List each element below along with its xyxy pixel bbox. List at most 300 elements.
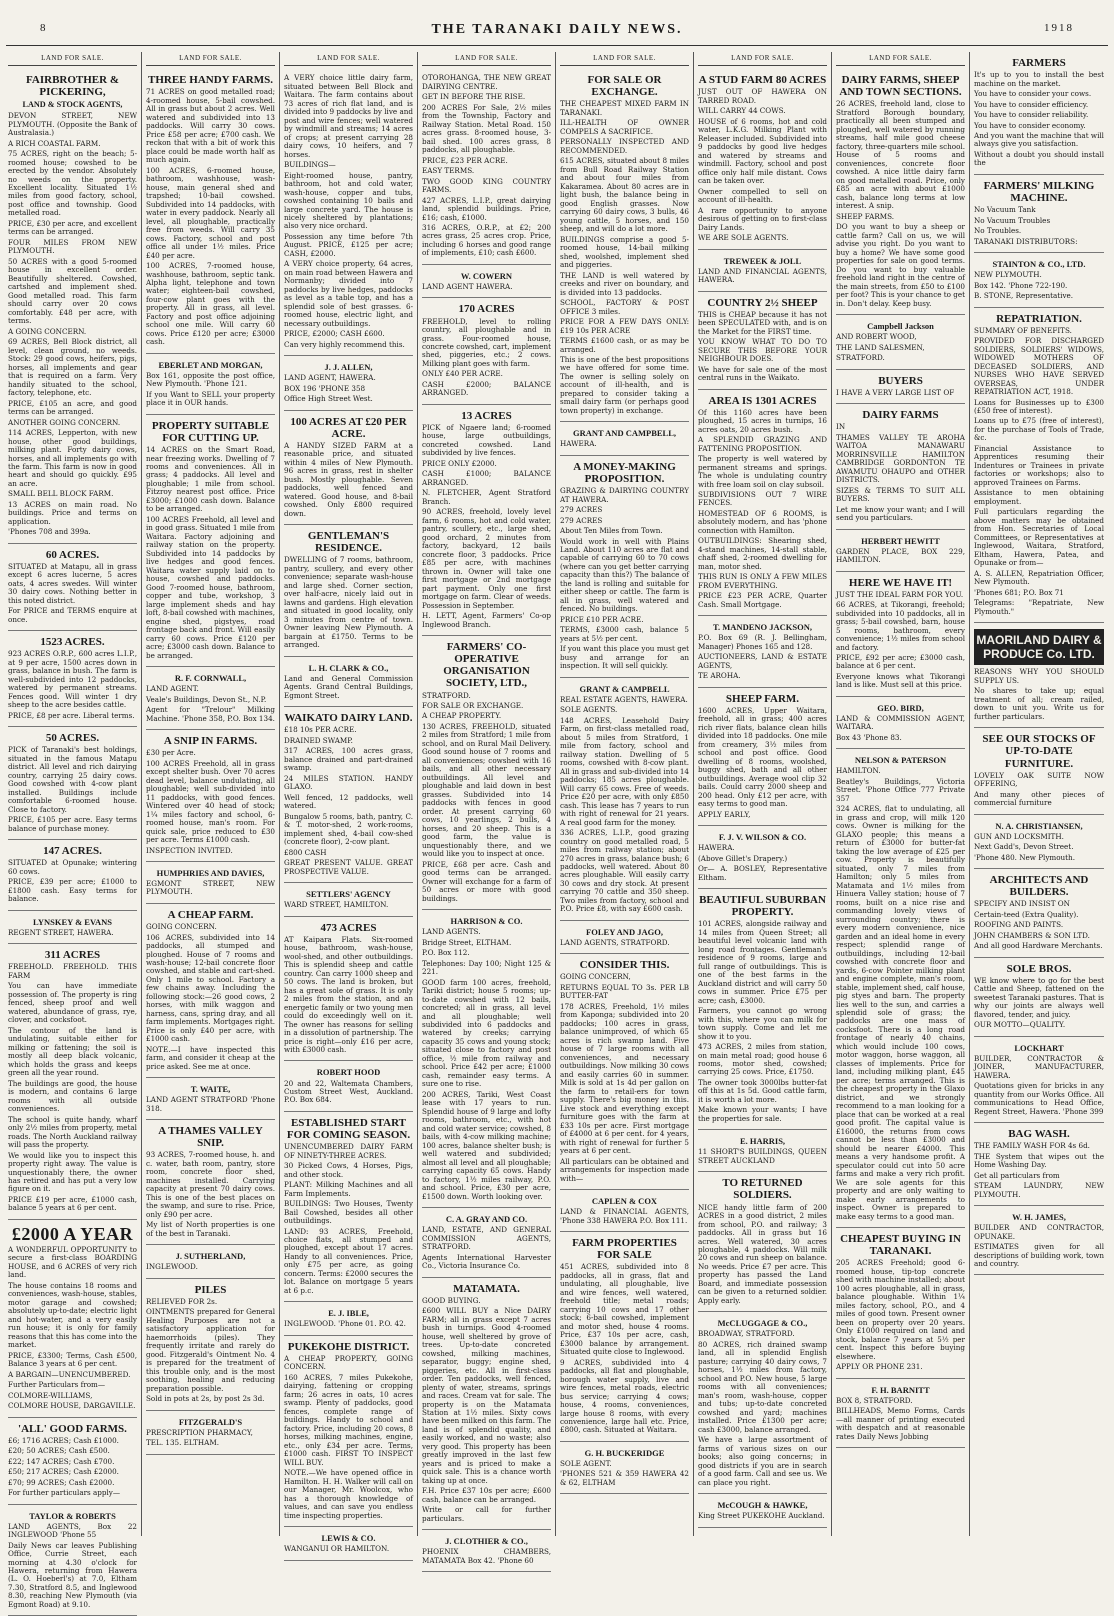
ad-agent-name: T. WAITE,: [190, 1084, 231, 1095]
ad-paragraph: TERMS £1600 cash, or as may be arranged.: [560, 336, 689, 354]
column-5: [556, 52, 694, 1536]
advertisement: [974, 869, 1104, 958]
ad-paragraph: PERSONALLY INSPECTED AND RECOMMENDED.: [560, 137, 689, 155]
advertisement: [284, 917, 413, 1062]
ad-paragraph: We have a large assortment of farms of various sizes on our books; also going concerns; in good districts if you are in search of a good farm. Call and see us. We can place you right.: [698, 1435, 827, 1487]
ad-paragraph: The school is quite handy, wharf only 2½ miles from property, metal roads. The North Auckland railway will pass the property.: [8, 1114, 137, 1150]
ad-paragraph: PRICE, £30 per acre, and excellent terms can be arranged.: [8, 218, 137, 237]
advertisement: [560, 422, 689, 456]
ad-paragraph: Land and General Commission Agents. Grand Central Buildings, Egmont Street.: [284, 673, 413, 700]
advertisement: [422, 910, 551, 1208]
ad-paragraph: PRICE, £39 per acre; £1000 to £1800 cash. Easy terms for balance.: [8, 877, 137, 904]
ad-paragraph: BUILDINGS: Two Houses, Twenty Bail Cowshed, besides all other outbuildings.: [284, 1199, 413, 1226]
ad-paragraph: OTOROHANGA, THE NEW GREAT DAIRYING CENTRE.: [422, 73, 551, 91]
advertisement: [422, 636, 551, 910]
ad-title: THREE HANDY FARMS.: [148, 74, 273, 87]
ad-agent-name: STAINTON & CO., LTD.: [992, 259, 1086, 270]
ad-agent-name: NELSON & PATERSON: [854, 755, 947, 766]
ad-agent-name: CAPLEN & COX: [591, 1196, 658, 1207]
ad-paragraph: INGLEWOOD. 'Phone 01. P.O. 42.: [284, 1319, 406, 1329]
advertisement: [422, 405, 551, 636]
ad-paragraph: 324 ACRES, flat to undulating, all in grass and crop, will milk 120 cows. Owner is milking for the GLAXO people; this means a return of £3000 for butter-fat taking the low average of £25 per cow. Property is beautifully situated, only 7 miles from Hamilton; only 5 miles from Matamata and 1½ miles from Hinuera Valley station; house of 7 rooms, built on a nice rise and commanding lovely views of surrounding country; there is every modern convenience, nice garden and an ideal home in every respect; splendid range of outbuildings, including 12-bail cowshed with concrete floor and yards, 6-cow Pointer milking plant and engine complete, man's room, stable, implement shed, calf house, pig styes and barn. The property lies well to the sun, and carries a splendid sole of grass; the paddocks are one mass of cocksfoot. There is a long road frontage of nearly 40 chains, which would include 100 cows, motor waggon, horse waggon, all classes of implements. Price for land, including milking plant, £45 per acre; terms arranged. This is the cheapest property in the Glaxo district, and we strongly recommend to a man looking for a place that can be worked at a real good profit. The capital value is £16000, the returns from cows cannot be less than £3000 and should be nearer £4000. This means a very handsome profit. A speculator could cut into 50 acre farms and make a very rich profit. We are sole agents for this property and are only waiting to make early arrangements to inspect. Owner is prepared to make easy terms to a good man.: [836, 804, 965, 1221]
advertisement: [836, 749, 965, 1228]
advertisement: [974, 623, 1104, 728]
masthead: [0, 0, 1114, 52]
ad-paragraph: GET IN BEFORE THE RISE.: [422, 92, 526, 102]
advertisement: [560, 456, 689, 678]
ad-paragraph: No shares to take up; equal treatment of all; cream railed, down to unit you. Write us for further particulars.: [974, 686, 1104, 721]
ad-agent-name: HUMPHRIES AND DAVIES,: [156, 867, 265, 878]
ad-paragraph: A CHEAP PROPERTY, GOING CONCERN.: [284, 1353, 413, 1372]
ad-paragraph: We would like you to inspect this property right away. The value is unquestionably there, the owner has retired and has put a very low figure on it.: [8, 1150, 137, 1194]
advertisement: [560, 1190, 689, 1232]
advertisement: [284, 707, 413, 883]
ad-paragraph: No Vacuum Tank: [974, 205, 1036, 215]
ad-paragraph: BILLHEADS, Memo Forms, Cards—all manner of printing executed with despatch and at reasonable rates Daily News Jobbing: [836, 1406, 965, 1441]
ad-paragraph: Agents International Harvester Co., Victoria Insurance Co.: [422, 1252, 551, 1271]
ad-paragraph: 336 ACRES, L.I.P., good grazing country on good metalled road, 5 miles from railway station; about 270 acres in grass, balance bush; 6 paddocks, well watered. About 80 acres ploughable. Will easily carry 30 cows and dry stock. At present carrying 70 cattle and 350 sheep. Two miles from factory, school and P.O. Price £8, with say £600 cash.: [560, 828, 689, 914]
ad-paragraph: PROVIDED FOR DISCHARGED SOLDIERS, SOLDIERS' WIDOWS, WIDOWED MOTHERS OF DECEASED SOLDIERS, AND NURSES WHO HAVE SERVED OVERSEAS, UNDER REPATRIATION ACT, 1918.: [974, 336, 1104, 397]
advertisement: [560, 1232, 689, 1442]
ad-paragraph: CASH £1000; BALANCE ARRANGED.: [422, 469, 551, 487]
ad-paragraph: GOOD farm 100 acres, freehold, Tariki district; house 5 rooms; up-to-date cowshed with 12 bails, concreted; all in grass, all level and all ploughable; well subdivided into 6 paddocks and watered by creeks; carrying capacity 35 cows and young stock; situated close to factory and post office, ½ mile from railway and school. Price £42 per acre; £1000 cash, remainder easy terms. A sure one to rise.: [422, 977, 551, 1089]
ad-paragraph: INGLEWOOD.: [146, 1262, 198, 1272]
ad-title: 100 ACRES AT £20 PER ACRE.: [290, 415, 407, 440]
ad-paragraph: HOMESTEAD OF 6 ROOMS, is absolutely modern, and has 'phone connection with Hamilton.: [698, 508, 827, 535]
ad-paragraph: You have to consider reliability.: [974, 110, 1089, 120]
ad-paragraph: PRICE FOR A FEW DAYS ONLY: £19 10s PER ACRE: [560, 317, 689, 335]
ad-paragraph: 200 ACRES For Sale, 2½ miles from the Township, Factory and Railway Station. Metal Road. 150 acres grass. 8-roomed house, 3-bail shed. 100 acres grass, 8 paddocks, all ploughable.: [422, 102, 551, 155]
advertisement: [974, 1037, 1104, 1123]
ad-paragraph: PRICE, £68 per acre. Cash and good terms can be arranged. Owner will exchange for a farm of 50 acres or more with good buildings.: [422, 859, 551, 903]
advertisement: [8, 727, 137, 840]
advertisement: [974, 958, 1104, 1037]
advertisement: [698, 250, 827, 292]
ad-paragraph: The contour of the land is undulating, suitable either for milking or fattening; the soil is mostly all deep black volcanic, which holds the grass and keeps green all the year round.: [8, 1025, 137, 1078]
ad-title: CONSIDER THIS.: [579, 959, 670, 972]
ad-paragraph: 473 ACRES, 2 miles from station, on main metal road; good house 6 rooms, motor shed, cowshed; carrying 25 cows. Price, £1750.: [698, 1042, 827, 1077]
ad-paragraph: About Ten Miles from Town.: [560, 526, 663, 536]
ad-paragraph: All particulars can be obtained and arrangements for inspection made with—: [560, 1156, 689, 1183]
ad-paragraph: And all good Hardware Merchants.: [974, 941, 1103, 951]
ad-paragraph: DO you want to buy a sheep or cattle farm? Call on us, we will advise you right. Do you want to buy a home? We have some good properties for sale on good terms. Do you want to buy valuable freehold land right in the centre of the main streets, from £50 to £100 per foot? This is your chance to get in. Don't delay. Keep busy.: [836, 222, 965, 308]
ad-paragraph: OINTMENTS prepared for General Healing Purposes are not a satisfactory application for haemorrhoids (piles). They frequently irritate and rarely do good. Fitzgerald's Ointment No. 4 is prepared for the treatment of this trouble only, and is the most soothing, healing and reducing preparation possible.: [146, 1307, 275, 1393]
advertisement: [836, 370, 965, 405]
ad-paragraph: PRICE, £2000; CASH £600.: [284, 329, 385, 339]
advertisement: [698, 889, 827, 1130]
ad-paragraph: PLANT: Milking Machines and all Farm Implements.: [284, 1180, 413, 1198]
ad-paragraph: H. LETT, Agent, Farmers' Co-op Inglewood Branch.: [422, 611, 551, 629]
ad-paragraph: TWO GOOD KING COUNTRY FARMS.: [422, 176, 551, 195]
ad-paragraph: 279 ACRES: [560, 505, 603, 515]
ad-paragraph: LOVELY OAK SUITE NOW OFFERING,: [974, 770, 1104, 789]
advertisement: [8, 69, 137, 544]
ad-agent-name: GRANT & CAMPBELL: [579, 683, 670, 694]
ad-paragraph: 100 ACRES, 6-roomed house, bathroom, washhouse, wash-house, main general shed and trapshed; 10-bail cowshed. Subdivided into 14 paddocks, with water in every paddock. Nearly all level, all ploughable, practically free from weeds. Will carry 35 cows. Factory, school and post office all under 1½ miles. Price £40 per acre.: [146, 165, 275, 260]
ad-paragraph: 205 ACRES Freehold; good 6-roomed house, tip-top concrete shed with machine installed; about 100 acres ploughable, all in grass, balance ploughable. Within 1¼ miles factory, school, P.O., and 4 miles of good town. Present owner been on property over 20 years. Only £1000 required on land and stock, balance 7 years at 5½ per cent. Inspect this before buying elsewhere.: [836, 1258, 965, 1361]
ad-paragraph: No Vacuum Troubles: [974, 215, 1051, 225]
ad-agent-name: W. COWERN: [460, 270, 513, 281]
ad-paragraph: Beatley's Buildings, Victoria Street. 'Phone Office 777 Private 357: [836, 776, 965, 803]
ad-paragraph: 80 ACRES, rich drained swamp land, all in splendid English pasture; carrying 40 dairy cows, 7 horses, 1½ miles from factory, school and P.O. New house, 5 large rooms with all conveniences; man's room, wash-house, copper and tubs; up-to-date concreted cowshed and yard; machines installed. Price £1300 per acre; cash £3000, balance arranged.: [698, 1339, 827, 1434]
ad-paragraph: AUCTIONEERS, LAND & ESTATE AGENTS,: [698, 652, 827, 670]
advertisement: [698, 688, 827, 826]
ad-title: A STUD FARM 80 ACRES: [698, 74, 827, 87]
advertisement: [146, 1411, 275, 1455]
advertisement: [560, 678, 689, 921]
advertisement: [284, 525, 413, 657]
ad-paragraph: £600 WILL BUY a Nice DAIRY FARM; all in grass except 7 acres bush in turnips. Good 4-roomed house, well sheltered by grove of trees. Up-to-date concreted cowshed, milking machines, separator, buggy; engine shed, piggeries, etc. All in first-class order. Ten paddocks, well fenced, plenty of water, streams, springs and races. Cream vat for sale. The property is on the Matamata Station at 1½ miles. Sixty cows have been milked on this farm. The land is of splendid quality, and easily worked, and no waste; also very good. This property has been greatly improved in the last few years and is priced to make a quick sale. This is a chance worth taking up at once.: [422, 1306, 551, 1485]
advertisement: [146, 1279, 275, 1411]
ad-paragraph: Can very highly recommend this.: [284, 339, 405, 349]
ad-agent-name: SETTLERS' AGENCY: [306, 889, 391, 900]
advertisement: [284, 1336, 413, 1527]
ad-paragraph: UNENCUMBERED DAIRY FARM OF NINETY-THREE ACRES.: [284, 1142, 413, 1160]
ad-paragraph: P.O. Box 69 (R. J. Bellingham, Manager) Phones 165 and 128.: [698, 633, 827, 651]
advertisement: [146, 730, 275, 862]
ad-banner-logo: MAORILAND DAIRY & PRODUCE Co. LTD.: [974, 629, 1104, 665]
ad-paragraph: A rare opportunity to anyone desirous of getting on to first-class Dairy Lands.: [698, 205, 827, 232]
ad-paragraph: Without a doubt you should install the: [974, 149, 1104, 168]
column-2: [142, 52, 280, 1536]
ad-paragraph: JUST OUT OF HAWERA ON TARRED ROAD.: [698, 87, 827, 105]
column-4: [418, 52, 556, 1565]
column-3: [280, 52, 418, 1554]
advertisement: [698, 826, 827, 889]
advertisement: [146, 354, 275, 415]
ad-paragraph: 100 ACRES, 7-roomed house, washhouse, bathroom, septic tank. Alpha light, telephone and town water; eighteen-bail cowshed, four-cow plant goes with the property. All in grass, all level. Factory and post office adjoining school one mile. Will carry 60 cows. Price £120 per acre; £3000 cash.: [146, 261, 275, 347]
ad-paragraph: If you Want to SELL your property place it in OUR hands.: [146, 389, 275, 408]
ad-title: FARMERS: [1012, 57, 1066, 69]
ad-paragraph: 148 ACRES, Leasehold Dairy Farm, on first-class metalled road, about 5 miles from Stratford, 1 mile from factory, school and railway station. Dwelling of 5 rooms, cowshed with 8-cow plant. All in grass and sub-divided into 14 paddocks; 185 acres ploughable. Will carry 65 cows. Free of weeds. Price £20 per acre, with only £850 cash. This lease has 7 years to run with right of renewal for 21 years. A real good farm for the money.: [560, 715, 689, 827]
ad-paragraph: INSPECTION INVITED.: [146, 845, 233, 855]
ad-paragraph: (Above Gillet's Drapery.): [698, 853, 788, 863]
ad-paragraph: WE ARE SOLE AGENTS.: [698, 233, 789, 243]
ad-paragraph: SIZES & TERMS TO SUIT ALL BUYERS.: [836, 485, 965, 504]
ad-paragraph: AT Kaipara Flats. Six-roomed house, bathroom, wash-house, wool-shed, and other outbuildings. This is splendid sheep and cattle country. Can carry 1000 sheep and 50 cows. The land is broken, but has a great sole of grass. It is only 2 miles from the station, and an energetic family or two young men could do exceedingly well on it. The owner has reasons for selling in a dissolution of partnership. The price is right—only £16 per acre, with £3000 cash.: [284, 934, 413, 1054]
ad-paragraph: Next Gadd's, Devon Street.: [974, 842, 1074, 852]
ad-paragraph: LAND, ESTATE, AND GENERAL COMMISSION AGENTS, STRATFORD.: [422, 1225, 551, 1252]
ad-paragraph: APPLY OR PHONE 231.: [836, 1362, 923, 1372]
ad-paragraph: SOLE AGENT.: [560, 1458, 612, 1468]
ad-paragraph: Let me know your want; and I will send you particulars.: [836, 504, 965, 523]
ad-paragraph: You have to consider economy.: [974, 120, 1086, 130]
ad-title: BUYERS: [878, 374, 923, 387]
ad-paragraph: Or— A. BOSLEY, Representative Eltham.: [698, 864, 827, 882]
ad-title: 'ALL' GOOD FARMS.: [18, 1422, 127, 1435]
ad-paragraph: GOOD BUYING.: [422, 1295, 481, 1305]
ad-paragraph: £800 CASH: [284, 847, 327, 857]
advertisement: [8, 631, 137, 727]
advertisement: [8, 911, 137, 945]
ad-title: BAG WASH.: [1008, 1128, 1070, 1141]
ad-paragraph: ANOTHER GOING CONCERN.: [8, 417, 121, 427]
ad-paragraph: 100 ACRES Freehold, all in grass except shelter bush. Over 70 acres dead level, balance undulating, all ploughable; well sub-divided into 11 paddocks, with good fences. Wintered over 40 head of stock; 1¼ miles factory and school, 6-roomed house, man's room. For quick sale, price reduced to £30 per acre. Terms £1000 cash.: [146, 758, 275, 845]
ad-title: 170 ACRES: [458, 303, 515, 316]
ad-paragraph: F.H. Price £37 10s per acre; £600 cash, balance can be arranged.: [422, 1486, 551, 1504]
ad-paragraph: N. FLETCHER, Agent Stratford Branch.: [422, 488, 551, 506]
advertisement: [836, 697, 965, 749]
ad-paragraph: LAND & FINANCIAL AGENTS, 'Phone 338 HAWERA P.O. Box 111.: [560, 1207, 689, 1225]
ad-paragraph: 317 ACRES, 100 acres grass, balance drained and part-drained swamp.: [284, 746, 413, 773]
ad-paragraph: TARANAKI DISTRIBUTORS:: [974, 236, 1078, 246]
ad-paragraph: Owner compelled to sell on account of ill-health.: [698, 186, 827, 205]
advertisement: [836, 315, 965, 369]
ad-title: 473 ACRES: [320, 921, 377, 934]
year: 1918: [1044, 22, 1074, 34]
ad-paragraph: Box 43 'Phone 83.: [836, 732, 902, 742]
ad-title: CHEAPEST BUYING IN TARANAKI.: [840, 1233, 961, 1258]
ad-paragraph: Veale's Buildings, Devon St., N.P.: [146, 694, 267, 704]
ad-agent-name: TREWEEK & JOLL: [723, 255, 802, 266]
advertisement: [146, 862, 275, 904]
ad-paragraph: Financial Assistance to Apprentices resuming their Indentures or Trainees in private factories or workshops; also to approved Trainees on Farms.: [974, 443, 1104, 487]
ad-paragraph: 316 ACRES, O.R.P., at £2; 200 acres grass, 25 acres crop. Price, including 6 horses and good range of implements, £10; cash £600.: [422, 223, 551, 258]
ad-title: FOR SALE OR EXCHANGE.: [587, 74, 662, 99]
ad-title: 50 ACRES.: [45, 732, 100, 745]
ad-paragraph: 923 ACRES O.R.P., 600 acres L.I.P., at 9 per acre, 1500 acres down in grass, balance in bush. The farm is well-subdivided into 12 paddocks, watered by permanent streams. Fences good. Will winter 1 dry sheep to the acre besides cattle.: [8, 649, 137, 710]
ad-paragraph: LAND AND FINANCIAL AGENTS, HAWERA.: [698, 266, 827, 285]
ad-paragraph: The owner took 3000lbs butter-fat off this at 1s 5d. Good cattle farm, it is worth a lot more.: [698, 1077, 827, 1104]
ad-paragraph: Telephones: Day 100; Night 125 & 221.: [422, 958, 551, 977]
ad-paragraph: STRATFORD.: [836, 353, 885, 363]
advertisement: [284, 1527, 413, 1561]
advertisement: [8, 1220, 137, 1418]
ad-agent-name: R. F. CORNWALL,: [174, 673, 247, 684]
ad-paragraph: EASY TERMS.: [422, 166, 475, 176]
ad-paragraph: 279 ACRES: [560, 515, 603, 525]
ad-title: WAIKATO DAIRY LAND.: [284, 712, 413, 725]
ad-paragraph: HOUSE of 6 rooms, hot and cold water, L.K.G. Milking Plant with Releaser included. Subdivided into 9 paddocks by good live hedges and watered by streams and windmill. Factory, school and post office only half mile distant. Cows can be taken over.: [698, 116, 827, 186]
ad-paragraph: 1600 ACRES, Upper Waitara, freehold, all in grass; 400 acres rich river flats, balance clean hills divided into 18 paddocks. One mile from creamery, 3½ miles from school and post office. Good dwelling of 8 rooms, woolshed, buggy shed, bath and all other outbuildings. Average wool clip 32 bails. Could carry 2000 sheep and 200 head. Only £12 per acre, with easy terms to good man.: [698, 705, 827, 809]
ad-paragraph: My list of North properties is one of the best in Taranaki.: [146, 1220, 275, 1238]
ad-paragraph: LAND AGENT, HAWERA.: [284, 373, 376, 383]
ad-paragraph: 66 ACRES, at Tikorangi, freehold; subdivided into 10 paddocks, all in grass; 5-bail cowshed, barn, house 5 rooms, bathroom, every convenience; 1½ miles from school and factory.: [836, 600, 965, 652]
classified-columns: [4, 52, 1110, 1609]
ad-paragraph: 93 ACRES, 7-roomed house, h. and c. water, bath room, pantry, store room, concrete floor shed, machines installed. Carrying capacity at present 70 dairy cows. This is one of the best places on the swamp, and sure to rise. Price, only £90 per acre.: [146, 1150, 275, 1219]
column-header: LAND FOR SALE.: [422, 52, 551, 66]
ad-title: REPATRIATION.: [996, 312, 1082, 325]
ad-title: SEE OUR STOCKS OF UP-TO-DATE FURNITURE.: [982, 733, 1096, 770]
ad-paragraph: A HANDY SIZED FARM at a reasonable price, and situated within 4 miles of New Plymouth. 96 acres in grass, rest in shelter bush. Mostly ploughable. Seven paddocks, well fenced and watered. Good house, and 8-bail cowshed. Only £800 required down.: [284, 440, 413, 518]
ad-paragraph: Well fenced, 12 paddocks, well watered.: [284, 792, 413, 811]
ad-paragraph: Certain-teed (Extra Quality).: [974, 909, 1079, 919]
ad-agent-name: J. SUTHERLAND,: [175, 1251, 246, 1262]
ad-agent-name: LOCKHART: [1014, 1042, 1064, 1053]
ad-paragraph: 'Phones 708 and 399a.: [8, 527, 91, 537]
ad-title: PILES: [194, 1283, 227, 1296]
ad-paragraph: GREAT PRESENT VALUE. GREAT PROSPECTIVE VALUE.: [284, 858, 413, 876]
column-header: LAND FOR SALE.: [146, 52, 275, 66]
ad-paragraph: 20 and 22, Waltemata Chambers, Custom Street West, Auckland. P.O. Box 684.: [284, 1078, 413, 1105]
ad-paragraph: A CHEAP PROPERTY.: [422, 711, 502, 721]
ad-paragraph: LAND AGENTS, Box 22 INGLEWOOD 'Phone 55: [8, 1521, 137, 1540]
ad-paragraph: THE LAND is well watered by creeks and river on boundary, and is divided into 13 paddocks.: [560, 270, 689, 297]
advertisement: [974, 1123, 1104, 1206]
ad-agent-name: J. J. ALLEN,: [324, 362, 373, 373]
ad-title: 147 ACRES.: [43, 845, 102, 858]
ad-paragraph: And you want the machine that will always give you satisfaction.: [974, 131, 1104, 149]
column-header: LAND FOR SALE.: [8, 52, 137, 66]
advertisement: [422, 1530, 551, 1572]
page-number: 8: [40, 22, 48, 34]
ad-agent-name: GEO. BIRD,: [877, 702, 924, 713]
ad-agent-name: Campbell Jackson: [867, 321, 934, 332]
ad-paragraph: GOING CONCERN.: [146, 922, 217, 932]
ad-paragraph: Everyone knows what Tikorangi land is like. Must sell at this price.: [836, 671, 965, 690]
ad-paragraph: PICK of Taranaki's best holdings, situated in the famous Matapu district. All level and rich dairying country, carrying 25 dairy cows. Good cowshed with 4-cow plant installed. Buildings include comfortable 6-roomed house. Close to factory.: [8, 745, 137, 814]
advertisement: [974, 175, 1104, 253]
ad-paragraph: 26 ACRES, freehold land, close to Stratford Borough boundary, practically all been stumped and ploughed, well watered by running streams, half mile good cheese factory, three-quarters mile school. House of 5 rooms and conveniences, concrete floor cowshed. A nice little dairy farm on good metalled road. Price, only £85 an acre with about £1000 cash, balance long terms at low interest. A snip.: [836, 99, 965, 211]
ad-paragraph: If you want this place you must get busy and arrange for an inspection. It will sell quickly.: [560, 644, 689, 671]
ad-paragraph: FOUR MILES FROM NEW PLYMOUTH.: [8, 237, 137, 256]
ad-paragraph: OUTBUILDINGS: Shearing shed, 4-stand machines, 14-stall stable, chaff shed, 2-roomed dwelling for man, motor shed.: [698, 536, 827, 571]
ad-paragraph: Eight-roomed house, pantry, bathroom, hot and cold water, wash-house, copper and tubs, cowshed containing 10 bails and large concrete yard. The house is nicely sheltered by plantations; also very nice orchard.: [284, 170, 413, 231]
ad-paragraph: I HAVE A VERY LARGE LIST OF: [836, 387, 955, 397]
ad-paragraph: REGENT STREET, HAWERA.: [8, 927, 114, 937]
ad-title: FARMERS' MILKING MACHINE.: [983, 179, 1095, 205]
ad-title: PUKEKOHE DISTRICT.: [287, 1340, 410, 1353]
ad-paragraph: 'Phones 681; P.O. Box 71: [974, 587, 1064, 597]
column-7: [832, 52, 970, 1536]
ad-paragraph: PRICE £10 PER ACRE.: [560, 614, 644, 624]
ad-paragraph: IN: [836, 422, 846, 432]
ad-paragraph: THIS is CHEAP because it has not been SPECULATED with, and is on the Market for the FIRST time.: [698, 309, 827, 336]
ad-title: HERE WE HAVE IT!: [848, 576, 953, 589]
ad-agent-name: FOLEY AND JAGO,: [586, 926, 663, 937]
ad-paragraph: SPECIFY AND INSIST ON: [974, 899, 1070, 909]
ad-paragraph: Farmers, you cannot go wrong with this, where you can milk for town supply. Come and let me show it to you.: [698, 1006, 827, 1041]
ad-paragraph: REAL ESTATE AGENTS, HAWERA.: [560, 694, 688, 704]
advertisement: [284, 883, 413, 917]
ad-paragraph: 75 ACRES, right on the beach; 5-roomed house; cowshed to be erected by the vendor. Absolutely no weeds on the property. Excellent locality. Situated 1½ miles from good factory, school, post office and township. Good metalled road.: [8, 149, 137, 218]
ad-title: A MONEY-MAKING PROPOSITION.: [573, 460, 676, 485]
ad-paragraph: BUILDINGS—: [284, 160, 336, 170]
ad-paragraph: 71 ACRES on good metalled road; 4-roomed house, 5-bail cowshed. All in grass but about 2 acres. Well watered and subdivided into 13 paddocks. Will carry 30 cows. Price £58 per acre; £700 cash. We reckon that with a bit of work this place could be made worth half as much again.: [146, 87, 275, 165]
ad-paragraph: £6; 1716 ACRES; Cash £1000.: [8, 1435, 119, 1445]
ad-paragraph: PRICE, £105 an acre, and good terms can be arranged.: [8, 398, 137, 417]
ad-paragraph: Possession any time before 7th August. PRICE, £125 per acre; CASH, £2000.: [284, 231, 413, 258]
advertisement: [284, 1061, 413, 1111]
ad-title: ARCHITECTS AND BUILDERS.: [989, 874, 1089, 899]
column-8: [970, 52, 1108, 1536]
advertisement: [698, 390, 827, 617]
ad-paragraph: Bungalow 5 rooms, bath, pantry, C. & T. motor-shed, 2 work-rooms, implement shed, 4-bail cow-shed (concrete floor), 2-cow plant.: [284, 811, 413, 847]
ad-paragraph: LAND AGENT HAWERA.: [422, 281, 513, 291]
ad-paragraph: SOLE AGENTS.: [560, 705, 618, 715]
advertisement: [560, 1442, 689, 1494]
advertisement: [560, 954, 689, 1190]
advertisement: [8, 1505, 137, 1616]
ad-paragraph: The house contains 18 rooms and conveniences, wash-house, stables, motor garage and cowshed; absolutely up-to-date; electric light and hot-water, and a very easily run house; it is only for family reasons that this has come into the market.: [8, 1280, 137, 1350]
masthead-rule: [6, 45, 1108, 46]
ad-paragraph: COLMORE-WILLIAMS,: [8, 1390, 93, 1400]
ad-paragraph: Get all particulars from: [974, 1170, 1060, 1180]
advertisement: [284, 657, 413, 707]
ad-paragraph: 101 ACRES, alongside railway and 14 miles from Queen Street; all beautiful level volcanic land with long road frontages. Gentleman's residence of 9 rooms, large and full range of outbuildings. This is one of the best farms in the Auckland district and will carry 50 cows in summer. Price £75 per acre; cash, £3000.: [698, 919, 827, 1005]
ad-agent-name: E. J. IBLE,: [328, 1308, 369, 1319]
advertisement: [560, 69, 689, 422]
advertisement: [836, 530, 965, 572]
advertisement: [836, 1228, 965, 1378]
ad-paragraph: PICK of Ngaere land; 6-roomed house, large outbuildings, concreted cowshed. Land subdivided by live fences.: [422, 422, 551, 458]
ad-paragraph: Office High Street West.: [284, 394, 373, 404]
ad-paragraph: 90 ACRES, freehold, lovely level farm, 6 rooms, hot and cold water, pantry, scullery, etc., large shed, good orchard, 2 minutes from factory, backyard, 12 bails concrete floor, 3 paddocks. Price £85 per acre, with machines thrown in. Owner will take one first mortgage or 2nd mortgage part payment. Only one first mortgage on farm. Clear of weeds. Possession in September.: [422, 507, 551, 610]
ad-paragraph: 615 ACRES, situated about 8 miles from Bull Road Railway Station and about four miles from Kakaramea. About 80 acres are in light bush, the balance being in good English grasses. Now carrying 60 dairy cows, 3 bulls, 46 young cattle, 5 horses, and 150 sheep, and will do a lot more.: [560, 156, 689, 234]
ad-paragraph: SUMMARY OF BENEFITS.: [974, 325, 1072, 335]
ad-paragraph: PRICE, £105 per acre. Easy terms balance of purchase money.: [8, 815, 137, 833]
advertisement: [836, 69, 965, 315]
ad-title: MATAMATA.: [453, 1282, 520, 1295]
column-header: LAND FOR SALE.: [698, 52, 827, 66]
ad-paragraph: £30 per Acre.: [146, 748, 196, 758]
advertisement: [422, 69, 551, 265]
advertisement: [146, 1245, 275, 1279]
ad-paragraph: A BARGAIN—UNENCUMBERED.: [8, 1369, 131, 1379]
advertisement: [146, 69, 275, 354]
ad-agent-name: G. H. BUCKERIDGE: [584, 1447, 665, 1458]
ad-paragraph: TE AROHA.: [698, 671, 741, 681]
ad-paragraph: LAND AGENT.: [146, 684, 199, 694]
ad-agent-name: HARRISON & CO.: [450, 916, 523, 927]
ad-paragraph: PRICE £19 per acre, £1000 cash, balance 5 years at 6 per cent.: [8, 1194, 137, 1213]
ad-headline: £2000 A YEAR: [11, 1223, 134, 1244]
ad-title: SOLE BROS.: [1006, 962, 1072, 975]
ad-paragraph: LAND AGENTS, STRATFORD.: [560, 937, 670, 947]
ad-paragraph: 130 ACRES, FREEHOLD, situated 2 miles from Stratford; 1 mile from school, and on Rural Mail Delivery. Good sound house of 7 rooms and all conveniences; cowshed with 16 bails, and all other necessary outbuildings. All level and ploughable and laid down in best grasses. Subdivided into 14 paddocks with fences in good order. At present carrying 60 cows, 10 yearlings, 2 bulls, 4 horses, and 20 sheep. This is a good farm, the value is unquestionably there, and we would like you to inspect at once.: [422, 721, 551, 859]
ad-paragraph: BROADWAY, STRATFORD.: [698, 1329, 795, 1339]
ad-paragraph: The property is well watered by permanent streams and springs. The whole is undulating country with free loam soil on clay subsoil.: [698, 454, 827, 489]
advertisement: [974, 728, 1104, 814]
ad-paragraph: £18 10s PER ACRE.: [284, 725, 357, 735]
newspaper-title: THE TARANAKI DAILY NEWS.: [431, 22, 683, 37]
ad-paragraph: PRICE ONLY £2000.: [422, 458, 497, 468]
ad-paragraph: HAMILTON.: [836, 766, 881, 776]
advertisement: [698, 292, 827, 390]
column-header: LAND FOR SALE.: [560, 52, 689, 66]
advertisement: [284, 69, 413, 356]
ad-paragraph: £20; 50 ACRES; Cash £500.: [8, 1446, 110, 1456]
ad-paragraph: THE CHEAPEST MIXED FARM IN TARANAKI.: [560, 99, 689, 117]
ad-paragraph: A VERY choice little dairy farm, situated between Bell Block and Waitara. The farm contains about 73 acres of rich flat land, and is divided into 9 paddocks by live and post and wire fences; well watered by windmill and streams; 14 acres of crops; at present carrying 28 dairy cows, 10 heifers, and 7 horses.: [284, 73, 413, 159]
ad-title: 13 ACRES: [461, 409, 512, 422]
ad-title: A SNIP IN FARMS.: [163, 735, 258, 748]
ad-paragraph: THE FAMILY WASH FOR 4s 6d.: [974, 1141, 1090, 1151]
ad-agent-name: N. A. CHRISTIANSEN,: [995, 820, 1083, 831]
ad-paragraph: Telegrams: "Repatriate, New Plymouth.": [974, 598, 1104, 616]
ad-paragraph: This is one of the best propositions we have offered for some time. The owner is selling solely on account of ill-health, and is prepared to consider taking a small dairy farm (or perhaps good town property) in exchange.: [560, 355, 689, 415]
ad-title: DAIRY FARMS, SHEEP AND TOWN SECTIONS.: [839, 74, 962, 99]
ad-agent-name: C. A. GRAY AND CO.: [445, 1214, 528, 1225]
ad-paragraph: FREEHOLD, level to rolling country, all ploughable and in grass. Four-roomed house, concrete cowshed, cart, implement shed, piggeries, etc.; 2 cows. Milking plant goes with farm.: [422, 316, 551, 368]
ad-agent-name: F. H. BARNITT: [871, 1384, 930, 1395]
ad-paragraph: DWELLING of 7 rooms, bathroom, pantry, scullery, and every other convenience; separate wash-house and large shed. Corner section, over half-acre, nicely laid out in lawns and gardens. High elevation and situated in good locality, only 3 minutes from centre of town. Owner leaving New Plymouth. A bargain at £1750. Terms to be arranged.: [284, 555, 413, 650]
advertisement: [422, 1208, 551, 1277]
ad-paragraph: CASH £2000; BALANCE ARRANGED.: [422, 379, 551, 398]
ad-paragraph: NOTE.—We have opened office in Hamilton. H. H. Walker will call on our Manager, Mr. Woolcox, who has a thorough knowledge of values, and can save you endless time inspecting properties.: [284, 1468, 413, 1520]
ad-paragraph: HAWERA.: [698, 843, 735, 853]
ad-paragraph: SITUATED at Opunake; wintering 60 cows.: [8, 858, 137, 876]
ad-subtitle: LAND & STOCK AGENTS,: [22, 100, 123, 110]
ad-paragraph: For PRICE and TERMS enquire at once.: [8, 606, 137, 624]
ad-paragraph: Box 161, opposite the post office, New Plymouth. 'Phone 121.: [146, 370, 275, 389]
advertisement: [8, 944, 137, 1220]
ad-paragraph: King Street PUKEKOHE Auckland.: [698, 1511, 825, 1521]
ad-paragraph: THE System that wipes out the Home Washing Day.: [974, 1151, 1104, 1170]
ad-paragraph: SHEEP FARMS.: [836, 211, 895, 221]
ad-paragraph: Of this 1160 acres have been ploughed, 15 acres in turnips, 16 acres oats, 20 acres bush.: [698, 407, 827, 434]
ad-paragraph: Loans for Businesses up to £300 (£50 free of interest).: [974, 397, 1104, 415]
